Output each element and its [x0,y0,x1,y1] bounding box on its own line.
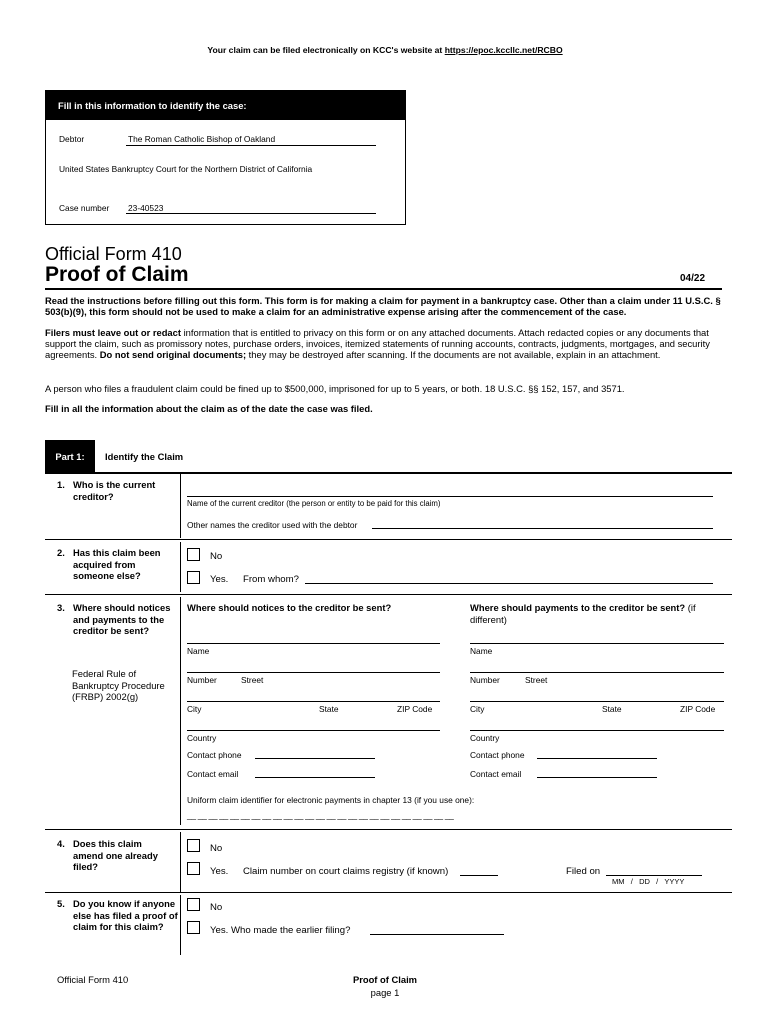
other-names-label: Other names the creditor used with the debtor [187,520,358,530]
claim-number-line[interactable] [460,875,498,876]
case-number-label: Case number [59,203,110,213]
q5-yes-label: Yes. Who made the earlier filing? [210,925,351,936]
frbp-note: Federal Rule of Bankruptcy Procedure (FRBP) 2002(g) [72,668,165,702]
part1-title: Identify the Claim [105,451,184,462]
fraud-warning: A person who files a fraudulent claim could be fined up to $500,000, imprisoned for up to 5 years, or both. 18 U.S.C. §§ 152, 157, and 3571. [45,383,625,394]
payment-country-line[interactable] [470,730,724,731]
q1-text: Who is the current creditor? [73,479,156,502]
q3-text: Where should notices and payments to the creditor be sent? [73,602,171,636]
q5-text: Do you know if anyone else has filed a proof of claim for this claim? [73,898,178,932]
fill-instruction: Fill in all the information about the claim as of the date the case was filed. [45,403,373,414]
payment-name-line[interactable] [470,643,724,644]
notice-city-label: City [187,704,202,714]
debtor-value[interactable]: The Roman Catholic Bishop of Oakland [128,134,276,144]
q2-no-checkbox[interactable] [187,548,200,561]
notice-number-label: Number [187,675,217,685]
electronic-filing-notice [0,45,770,55]
kcc-link[interactable]: https://epoc.kccllc.net/RCBO [444,45,563,55]
notice-name-label: Name [187,646,210,656]
q2-text: Has this claim been acquired from someone else? [73,547,161,581]
payment-city-line[interactable] [470,701,724,702]
q2-yes-checkbox[interactable] [187,571,200,584]
q4-claim-number-label: Claim number on court claims registry (if known) [243,866,449,877]
q5-no-label: No [210,902,223,913]
date-format-hint: MM / DD / YYYY [612,877,685,886]
q4-text: Does this claim amend one already filed? [73,838,158,872]
court-name: United States Bankruptcy Court for the Northern District of California [59,164,313,174]
case-number-value[interactable]: 23-40523 [128,203,164,213]
notice-email-label: Contact email [187,769,239,779]
q4-no-checkbox[interactable] [187,839,200,852]
form-version: 04/22 [680,273,706,284]
payment-street-line[interactable] [470,672,724,673]
payments-heading-rest: (if different) [470,602,696,625]
notice-street-label: Street [241,675,264,685]
redact-bold: Filers must leave out or redact [45,327,181,338]
q5-yes-checkbox[interactable] [187,921,200,934]
footer-title: Proof of Claim [352,974,418,985]
q4-yes-checkbox[interactable] [187,862,200,875]
payments-heading [470,602,725,625]
other-names-line[interactable] [372,528,713,529]
form-title: Proof of Claim [45,263,189,286]
q2-no-label: No [210,551,223,562]
notice-phone-label: Contact phone [187,750,242,760]
payment-country-label: Country [470,733,500,743]
uci-input[interactable]: __ __ __ __ __ __ __ __ __ __ __ __ __ __ __ __ __ __ __ __ __ __ __ __ __ [187,810,454,820]
payment-name-label: Name [470,646,493,656]
no-originals-bold: Do not send original documents; [99,349,247,361]
notice-text: Your claim can be filed electronically on KCC's website at [207,45,445,55]
payment-phone-label: Contact phone [470,750,525,760]
q2-yes-label: Yes. [210,574,229,585]
notices-heading: Where should notices to the creditor be sent? [187,602,392,613]
instructions-intro: Read the instructions before filling out this form. This form is for making a claim for payment in a bankruptcy case. Other than a claim under 11 U.S.C. § 503(b)(9), this form should not be used to make a claim for an administrative expense arising after the commencement of the case. [45,295,721,318]
case-box-header: Fill in this information to identify the case: [46,91,405,120]
notice-zip-label: ZIP Code [397,704,433,714]
debtor-label: Debtor [59,134,85,144]
q4-number: 4. [57,838,65,849]
payment-city-label: City [470,704,485,714]
notice-country-label: Country [187,733,217,743]
payment-email-line[interactable] [537,777,657,778]
official-form-number: Official Form 410 [45,244,182,264]
payment-street-label: Street [525,675,548,685]
notice-name-line[interactable] [187,643,440,644]
earlier-filing-line[interactable] [370,934,504,935]
payment-number-label: Number [470,675,500,685]
redact-text: information that is entitled to privacy on this form or on any attached documents. Attach redacted copies or any documents that support the claim, such as promissory notes, purchase orders, invoices, itemized statements of running accounts, contracts, judgments, mortgages, and security agreements. [45,327,710,361]
notice-phone-line[interactable] [255,758,375,759]
uci-label: Uniform claim identifier for electronic payments in chapter 13 (if you use one): [187,795,475,805]
payment-zip-label: ZIP Code [680,704,716,714]
q2-number: 2. [57,547,65,558]
redact-text-2: they may be destroyed after scanning. If the documents are not available, explain in an attachment. [246,349,661,361]
payments-heading-bold: Where should payments to the creditor be sent? [470,602,686,613]
footer-page: page 1 [370,987,400,998]
payment-email-label: Contact email [470,769,522,779]
q4-filed-on-label: Filed on [566,866,601,877]
part1-tag: Part 1: [45,440,95,473]
creditor-name-hint: Name of the current creditor (the person or entity to be paid for this claim) [187,499,441,508]
q4-no-label: No [210,843,223,854]
footer-form-name: Official Form 410 [57,974,129,985]
notice-country-line[interactable] [187,730,440,731]
from-whom-line[interactable] [305,583,713,584]
q2-from-whom-label: From whom? [243,574,299,585]
notice-street-line[interactable] [187,672,440,673]
q1-number: 1. [57,479,65,490]
q5-number: 5. [57,898,65,909]
q4-yes-label: Yes. [210,866,229,877]
notice-city-line[interactable] [187,701,440,702]
q3-number: 3. [57,602,65,613]
payment-phone-line[interactable] [537,758,657,759]
notice-state-label: State [319,704,339,714]
instructions-redact [45,327,735,361]
creditor-name-line[interactable] [187,496,713,497]
payment-state-label: State [602,704,622,714]
q5-no-checkbox[interactable] [187,898,200,911]
filed-on-line[interactable] [606,875,702,876]
notice-email-line[interactable] [255,777,375,778]
